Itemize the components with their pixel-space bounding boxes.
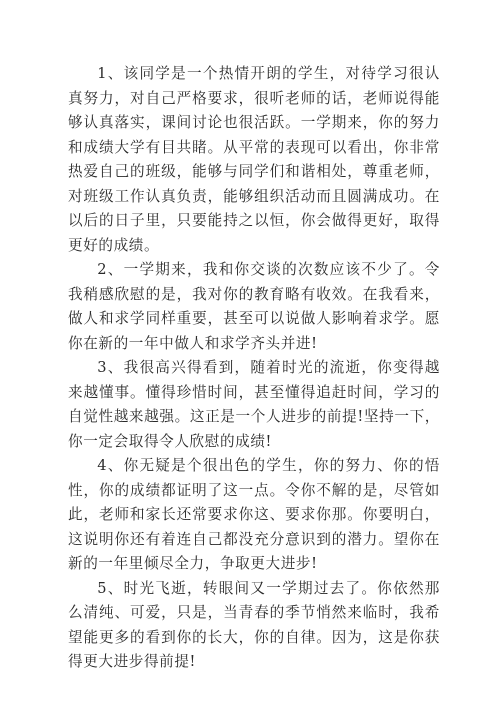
comment-paragraph-2: 2、一学期来，我和你交谈的次数应该不少了。令我稍感欣慰的是，我对你的教育略有收效。在我看来，做人和求学同样重要，甚至可以说做人影响着求学。愿你在新的一年中做人和求学齐头并进!	[68, 261, 440, 352]
comment-paragraph-3: 3、我很高兴得看到，随着时光的流逝，你变得越来越懂事。懂得珍惜时间，甚至懂得追赶时间，学习的自觉性越来越强。这正是一个人进步的前提!坚持一下，你一定会取得令人欣慰的成绩!	[68, 359, 440, 450]
comment-paragraph-4: 4、你无疑是个很出色的学生，你的努力、你的悟性，你的成绩都证明了这一点。令你不解的是，尽管如此，老师和家长还常要求你这、要求你那。你要明白，这说明你还有着连自己都没充分意识到的潜力。望你在新的一年里倾尽全力，争取更大进步!	[68, 457, 440, 572]
comment-paragraph-5: 5、时光飞逝，转眼间又一学期过去了。你依然那么清纯、可爱，只是，当青春的季节悄然来临时，我希望能更多的看到你的长大，你的自律。因为，这是你获得更大进步得前提!	[68, 579, 440, 670]
comment-paragraph-1: 1、该同学是一个热情开朗的学生，对待学习很认真努力，对自己严格要求，很听老师的话，老师说得能够认真落实，课间讨论也很活跃。一学期来，你的努力和成绩大学有目共睹。从平常的表现可以看出，你非常热爱自己的班级，能够与同学们和谐相处，尊重老师，对班级工作认真负责，能够组织活动而且圆满成功。在以后的日子里，只要能持之以恒，你会做得更好，取得更好的成绩。	[68, 65, 440, 254]
document-body	[68, 62, 440, 675]
